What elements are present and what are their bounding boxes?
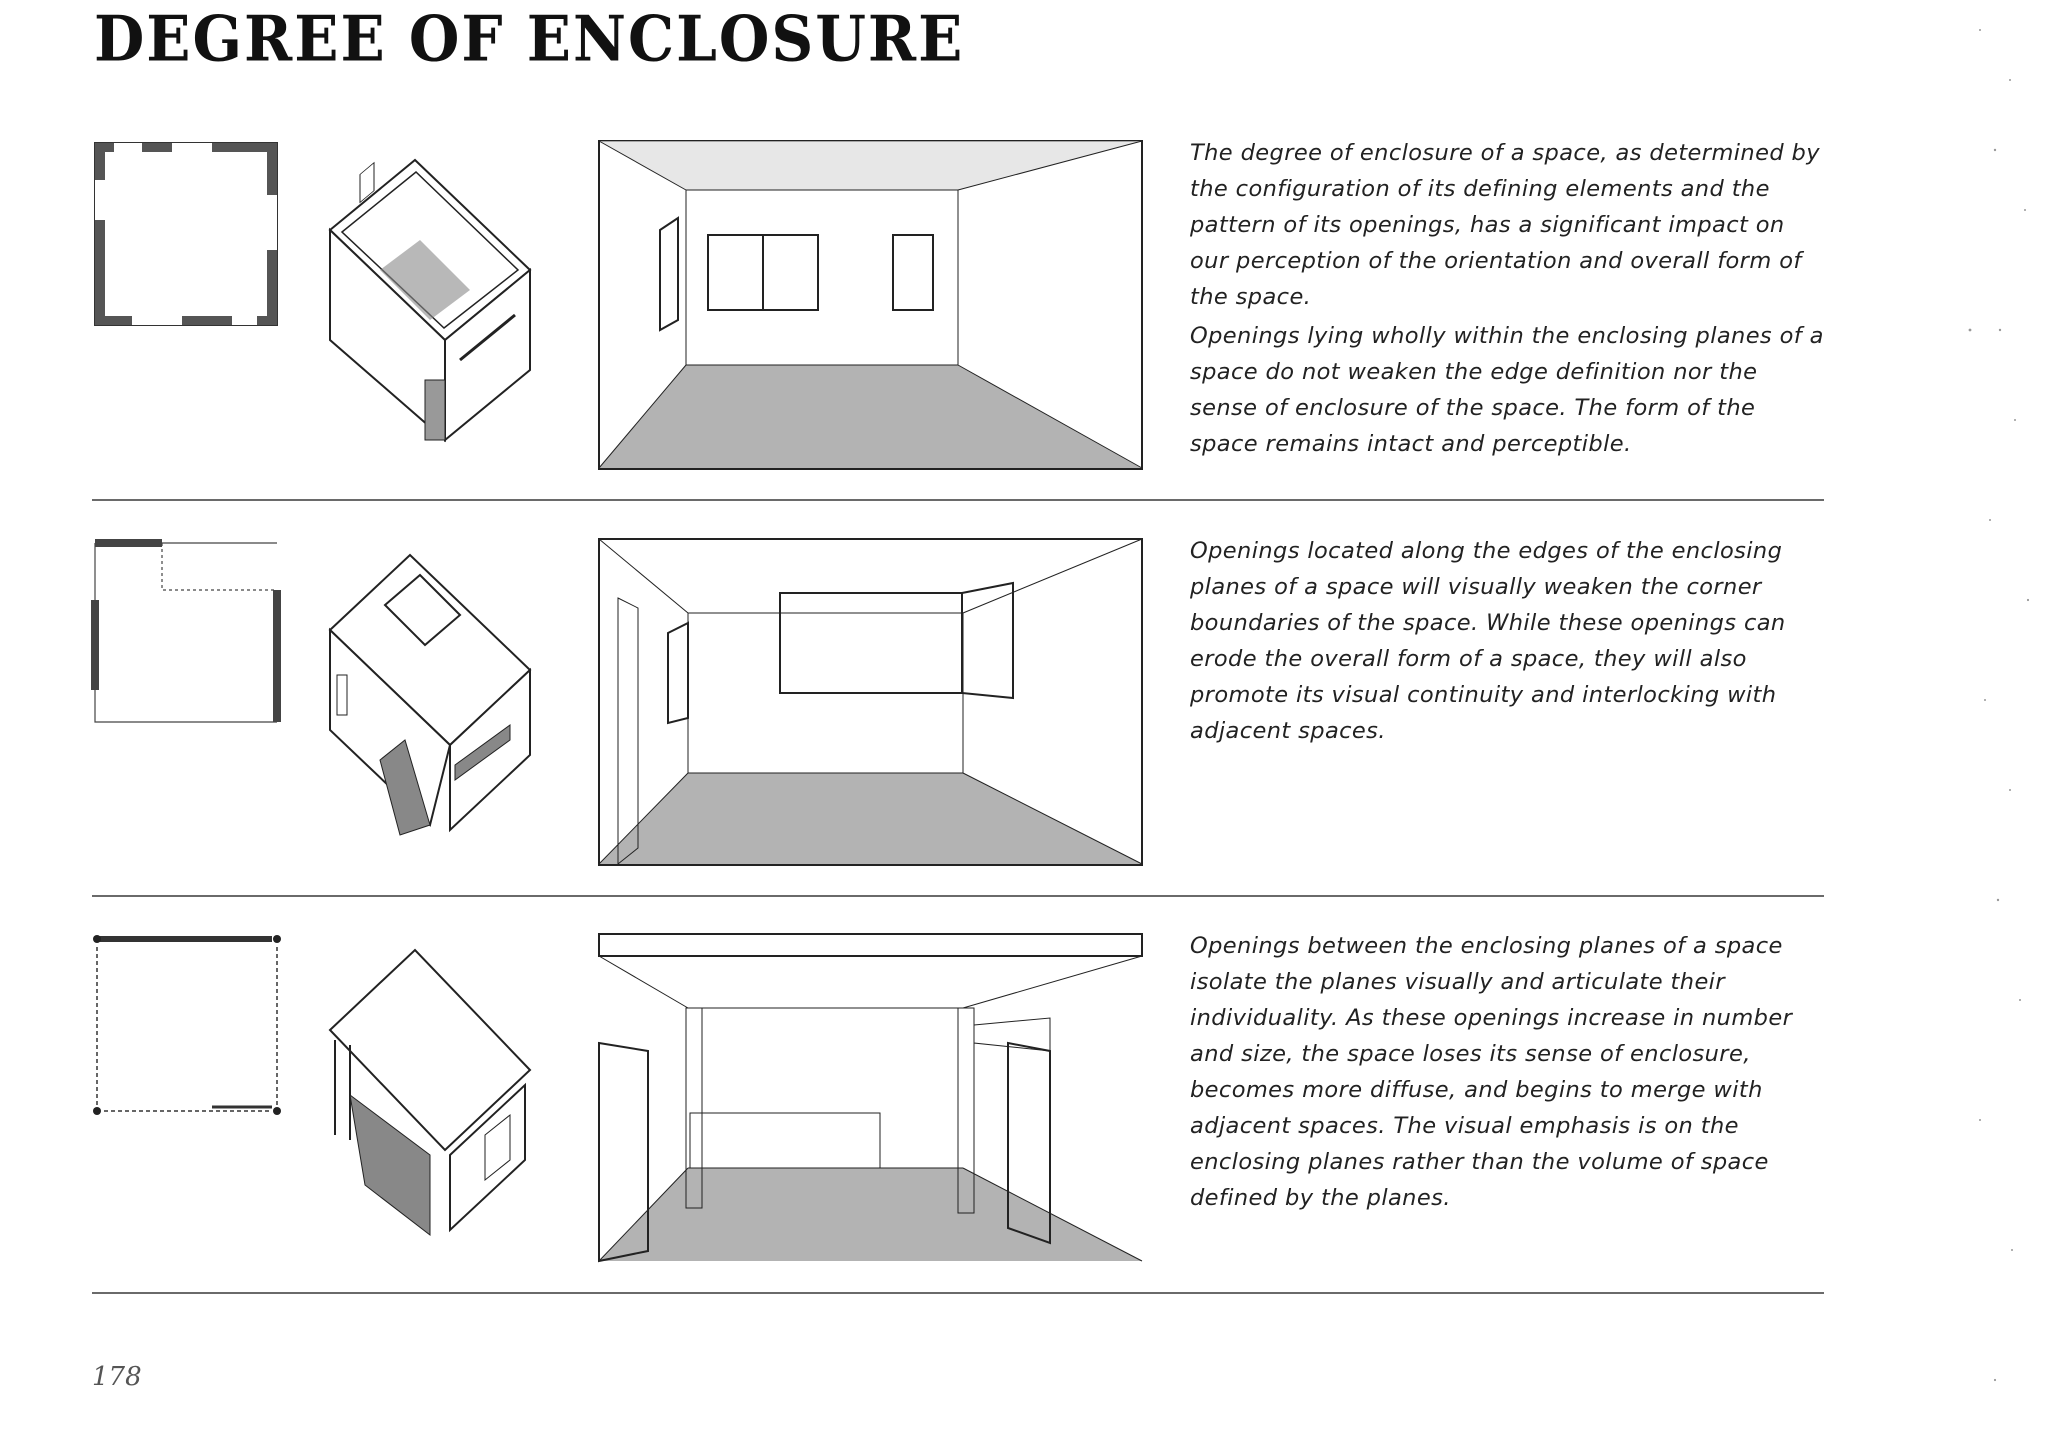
perspective-view-enclosed xyxy=(598,140,1143,470)
axonometric-diagram-edge-openings xyxy=(325,550,540,835)
axonometric-diagram-planes-separated xyxy=(325,945,535,1235)
description-paragraph: Openings between the enclosing planes of a space isolate the planes visually and articulate their individuality. As these openings increase in number and size, the space loses its sense of enclosure, becomes more diffuse, and begins to merge with adjacent spaces. The visual emphasis is on the enclosing planes rather than the volume of space defined by the planes. xyxy=(1190,933,1793,1211)
perspective-view-edge-openings xyxy=(598,538,1143,866)
axonometric-diagram-enclosed xyxy=(320,150,540,440)
section-divider xyxy=(92,499,1824,501)
description-paragraph: Openings lying wholly within the enclosing planes of a space do not weaken the edge definition nor the sense of enclosure of the space. The form of the space remains intact and perceptible. xyxy=(1190,323,1824,457)
description-paragraph: The degree of enclosure of a space, as determined by the configuration of its defining elements and the pattern of its openings, has a significant impact on our perception of the orientation and overall form of the space. xyxy=(1190,140,1820,310)
plan-diagram-enclosed xyxy=(92,140,282,330)
page-number: 178 xyxy=(92,1362,142,1392)
section-divider xyxy=(92,895,1824,897)
section-divider xyxy=(92,1292,1824,1294)
plan-diagram-edge-openings xyxy=(92,540,282,725)
plan-diagram-planes-separated xyxy=(92,935,282,1115)
description-paragraph: Openings located along the edges of the enclosing planes of a space will visually weaken the corner boundaries of the space. While these openings can erode the overall form of a space, they will also promote its visual continuity and interlocking with adjacent spaces. xyxy=(1190,538,1786,744)
scan-edge-speckle xyxy=(1940,0,2048,1441)
page-title: DEGREE OF ENCLOSURE xyxy=(94,2,965,76)
perspective-view-planes-separated xyxy=(598,933,1143,1263)
